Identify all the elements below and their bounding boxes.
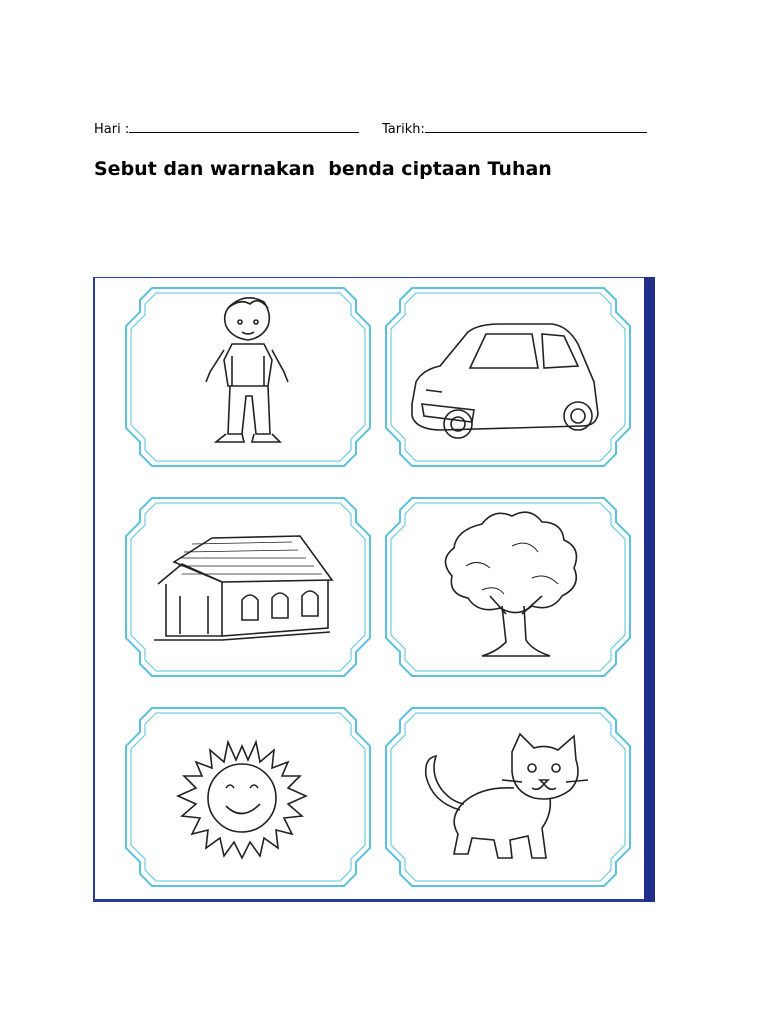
boy-icon	[122, 286, 374, 468]
card-cat	[382, 706, 634, 888]
day-field	[94, 120, 359, 137]
date-blank-line	[425, 120, 647, 133]
date-field	[382, 120, 647, 137]
card-car	[382, 286, 634, 468]
sheet-right-edge	[644, 277, 655, 902]
cat-icon	[382, 706, 634, 888]
day-blank-line	[129, 120, 359, 133]
name-date-fields	[94, 120, 694, 140]
card-house	[122, 496, 374, 678]
picture-sheet	[93, 277, 653, 902]
date-label: Tarikh:	[382, 122, 425, 137]
card-tree	[382, 496, 634, 678]
sun-icon	[122, 706, 374, 888]
day-label: Hari :	[94, 122, 130, 137]
tree-icon	[382, 496, 634, 678]
card-boy	[122, 286, 374, 468]
house-icon	[122, 496, 374, 678]
card-sun	[122, 706, 374, 888]
instruction-title: Sebut dan warnakan benda ciptaan Tuhan	[94, 158, 552, 180]
car-icon	[382, 286, 634, 468]
